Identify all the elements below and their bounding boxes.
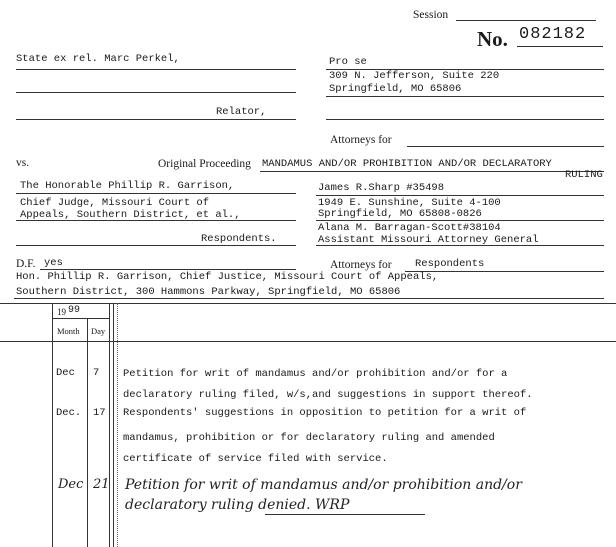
entry-1-line-2: declaratory ruling filed, w/s,and suggestions in support thereof.: [123, 389, 533, 401]
respondent-line-2: Chief Judge, Missouri Court of: [20, 197, 210, 209]
respondent-attorney-rule-2: [316, 220, 604, 221]
entry-2-line-2: mandamus, prohibition or for declaratory ruling and amended: [123, 432, 495, 444]
vs-label: vs.: [16, 157, 30, 169]
entry-2-line-1: Respondents' suggestions in opposition to petition for a writ of: [123, 407, 527, 419]
docket-top-rule: [0, 303, 616, 304]
entry-2-day: 17: [93, 407, 106, 419]
column-divider-2: [109, 303, 110, 547]
relator-attorney-rule-2: [326, 96, 604, 97]
session-underline: [456, 20, 596, 21]
respondent-rule-1: [16, 193, 296, 194]
proceeding-type-line-2: RULING: [565, 169, 603, 181]
column-divider-3: [113, 303, 114, 547]
month-header: Month: [57, 326, 80, 336]
respondent-attorney1-line-3: Springfield, MO 65808-0826: [318, 208, 482, 220]
original-proceeding-label: Original Proceeding: [158, 158, 251, 170]
respondent-attorneys-for-value: Respondents: [415, 258, 485, 270]
entry-2-line-3: certificate of service filed with service.: [123, 453, 388, 465]
docket-header-rule: [0, 341, 616, 342]
case-number-underline: [517, 46, 603, 47]
relator-name: State ex rel. Marc Perkel,: [16, 53, 180, 65]
respondent-rule-2: [16, 220, 296, 221]
case-number: 082182: [519, 25, 587, 44]
respondent-attorney2-line-2: Assistant Missouri Attorney General: [318, 234, 539, 246]
entry-1-day: 7: [93, 367, 100, 379]
respondent-attorney1-line-1: James R.Sharp #35498: [318, 182, 445, 194]
df-rule: [40, 269, 296, 270]
respondent-rule-3: [16, 245, 296, 246]
proceeding-type-line-1: MANDAMUS AND/OR PROHIBITION AND/OR DECLARATORY: [262, 158, 552, 170]
year-rule: [52, 318, 109, 319]
relator-attorney-line-2: 309 N. Jefferson, Suite 220: [329, 70, 500, 82]
respondent-line-3: Appeals, Southern District, et al.,: [20, 209, 241, 221]
entry-3-day: 21: [93, 477, 110, 492]
column-divider-1: [52, 303, 53, 547]
entry-3-signature-rule: [265, 514, 425, 515]
df-address-line-2: Southern District, 300 Hammons Parkway, Springfield, MO 65806: [16, 286, 401, 298]
relator-label: Relator,: [216, 106, 267, 118]
entry-1-line-1: Petition for writ of mandamus and/or prohibition and/or for a: [123, 368, 508, 380]
entry-1-month: Dec: [56, 367, 75, 379]
df-label: D.F.: [16, 258, 36, 270]
relator-attorney-line-1: Pro se: [329, 56, 367, 68]
entry-3-month: Dec: [58, 477, 84, 492]
number-label: No.: [477, 27, 508, 51]
respondent-attorney2-line-1: Alana M. Barragan-Scott#38104: [318, 222, 501, 234]
year-value: 99: [68, 305, 81, 316]
relator-attorneys-for-rule: [407, 146, 604, 147]
relator-rule-3: [16, 119, 296, 120]
year-prefix: 19: [57, 307, 66, 317]
df-value: yes: [44, 257, 63, 269]
respondents-label: Respondents.: [201, 233, 277, 245]
column-divider-month-day: [87, 318, 88, 547]
relator-rule-1: [16, 69, 296, 70]
respondent-attorney-rule-1: [316, 195, 604, 196]
relator-rule-2: [16, 92, 296, 93]
entry-2-month: Dec.: [56, 407, 82, 419]
respondent-attorneys-for-label: Attorneys for: [330, 259, 392, 271]
proceeding-type-rule: [260, 171, 604, 172]
respondent-attorney-rule-3: [316, 245, 604, 246]
entry-3-line-2: declaratory ruling denied. WRP: [125, 497, 350, 513]
column-divider-dotted: [117, 303, 118, 547]
session-label: Session: [413, 9, 449, 21]
df-address-line-1: Hon. Phillip R. Garrison, Chief Justice, Missouri Court of Appeals,: [16, 271, 439, 283]
day-header: Day: [91, 326, 106, 336]
relator-attorney-rule-3: [326, 119, 604, 120]
relator-attorneys-for-label: Attorneys for: [330, 134, 392, 146]
respondent-line-1: The Honorable Phillip R. Garrison,: [20, 180, 235, 192]
relator-attorney-line-3: Springfield, MO 65806: [329, 83, 462, 95]
respondent-attorney1-line-2: 1949 E. Sunshine, Suite 4-100: [318, 197, 501, 209]
address-rule: [14, 298, 604, 299]
entry-3-line-1: Petition for writ of mandamus and/or prohibition and/or: [125, 477, 522, 493]
